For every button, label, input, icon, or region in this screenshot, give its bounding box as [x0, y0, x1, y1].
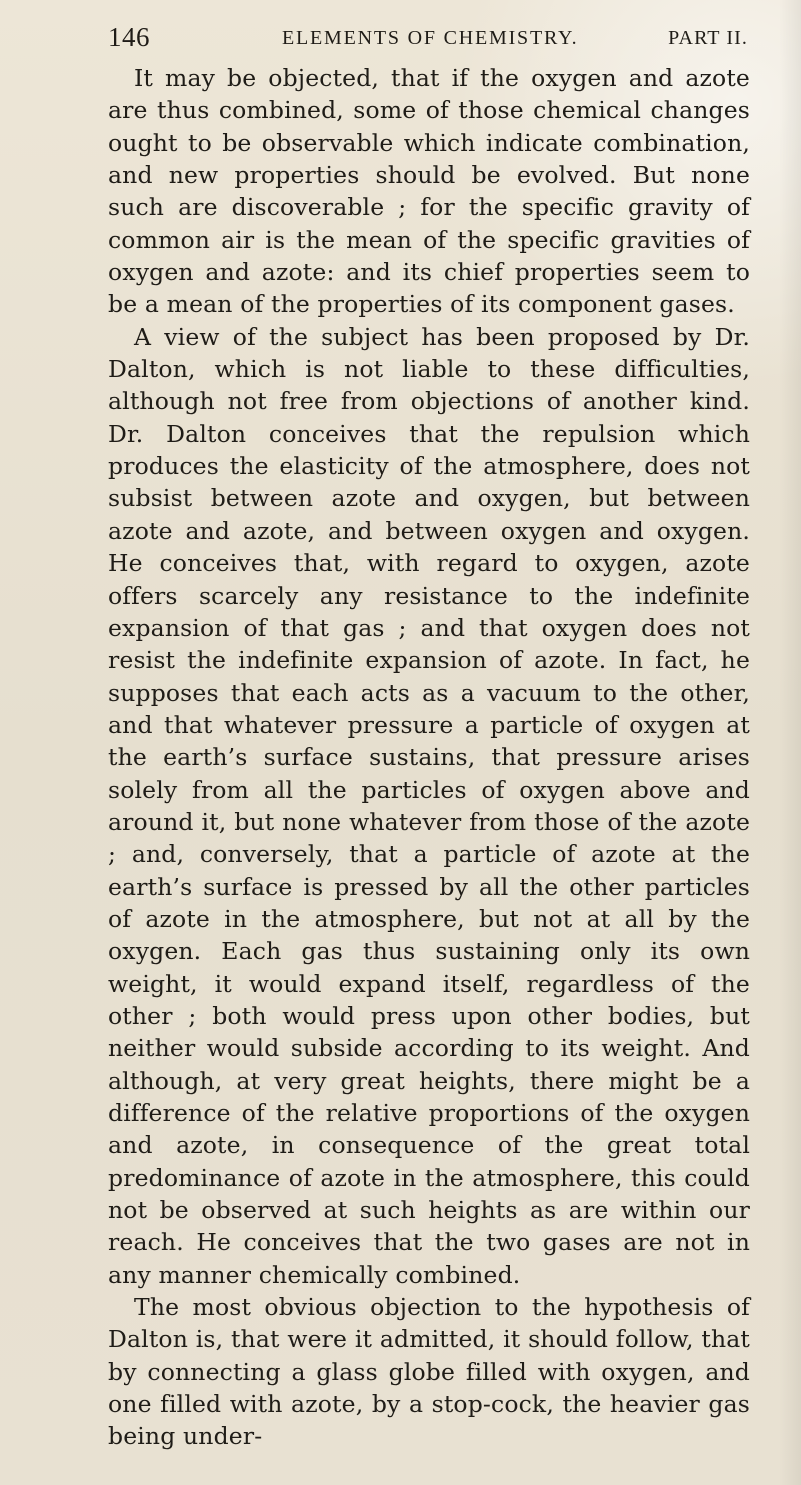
paragraph-objection: It may be objected, that if the oxygen and azote are thus combined, some of those chemical changes ought to be observable which indicate combination, and new properties should be evolved. But none such are discoverable ; for the specific gravity of common air is the mean of the specific gravities of oxygen and azote: and its chief properties seem to be a mean of the properties of its component gases. [108, 64, 750, 319]
part-label: PART II. [668, 27, 748, 49]
running-head: ELEMENTS OF CHEMISTRY. [282, 27, 579, 49]
paragraph-dalton-objection: The most obvious objection to the hypothesis of Dalton is, that were it admitted, it should follow, that by connecting a glass globe filled with oxygen, and one filled with azote, by a stop-cock, the heavier gas being under- [108, 1293, 750, 1451]
page-header [108, 20, 748, 54]
page-edge-shadow [779, 0, 801, 1485]
body-text [108, 62, 750, 1453]
paragraph-dalton-view: A view of the subject has been proposed by Dr. Dalton, which is not liable to these difficulties, although not free from objections of another kind. Dr. Dalton conceives that the repulsion which produces the elasticity of the atmosphere, does not subsist between azote and oxygen, but between azote and azote, and between oxygen and oxygen. He conceives that, with regard to oxygen, azote offers scarcely any resistance to the indefinite expansion of that gas ; and that oxygen does not resist the indefinite expansion of azote. In fact, he supposes that each acts as a vacuum to the other, and that whatever pressure a particle of oxygen at the earth’s surface sustains, that pressure arises solely from all the particles of oxygen above and around it, but none whatever from those of the azote ; and, conversely, that a particle of azote at the earth’s surface is pressed by all the other particles of azote in the atmosphere, but not at all by the oxygen. Each gas thus sustaining only its own weight, it would expand itself, regardless of the other ; both would press upon other bodies, but neither would subside according to its weight. And although, at very great heights, there might be a difference of the relative proportions of the oxygen and azote, in consequence of the great total predominance of azote in the atmosphere, this could not be observed at such heights as are within our reach. He conceives that the two gases are not in any manner chemically combined. [108, 322, 750, 1289]
page-number: 146 [108, 22, 150, 52]
